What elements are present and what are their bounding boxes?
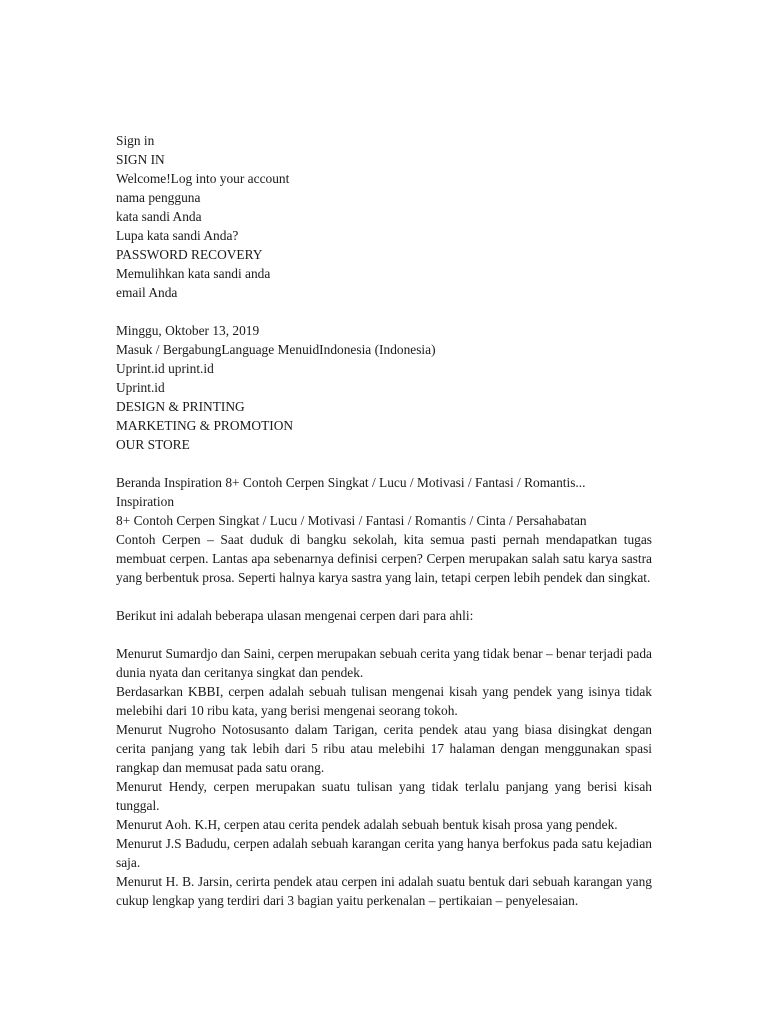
email-field-label: email Anda [116, 285, 178, 300]
spacer [116, 302, 652, 321]
definition-item: Menurut J.S Badudu, cerpen adalah sebuah karangan cerita yang hanya berfokus pada satu kejadian saja. [116, 836, 652, 870]
spacer [116, 454, 652, 473]
password-recovery-heading: PASSWORD RECOVERY [116, 247, 263, 262]
definition-item: Menurut Aoh. K.H, cerpen atau cerita pendek adalah sebuah bentuk kisah prosa yang pendek. [116, 817, 618, 832]
password-field-label: kata sandi Anda [116, 209, 202, 224]
article-title: 8+ Contoh Cerpen Singkat / Lucu / Motivasi / Fantasi / Romantis / Cinta / Persahabatan [116, 513, 587, 528]
definition-item: Berdasarkan KBBI, cerpen adalah sebuah tulisan mengenai kisah yang pendek yang isinya tidak melebihi dari 10 ribu kata, yang berisi mengenai seorang tokoh. [116, 684, 652, 718]
article-lead: Berikut ini adalah beberapa ulasan mengenai cerpen dari para ahli: [116, 608, 474, 623]
login-language-bar[interactable]: Masuk / BergabungLanguage MenuidIndonesia (Indonesia) [116, 342, 436, 357]
forgot-password-link[interactable]: Lupa kata sandi Anda? [116, 228, 239, 243]
article-category[interactable]: Inspiration [116, 494, 175, 509]
document-page [116, 131, 652, 910]
welcome-text: Welcome!Log into your account [116, 171, 290, 186]
site-logo-text[interactable]: Uprint.id uprint.id [116, 361, 214, 376]
nav-our-store[interactable]: OUR STORE [116, 437, 190, 452]
breadcrumb[interactable]: Beranda Inspiration 8+ Contoh Cerpen Singkat / Lucu / Motivasi / Fantasi / Romantis... [116, 475, 586, 490]
definition-item: Menurut Sumardjo dan Saini, cerpen merupakan sebuah cerita yang tidak benar – benar terjadi pada dunia nyata dan ceritanya singkat dan pendek. [116, 646, 652, 680]
nav-design-printing[interactable]: DESIGN & PRINTING [116, 399, 245, 414]
spacer [116, 625, 652, 644]
site-name[interactable]: Uprint.id [116, 380, 165, 395]
recovery-instruction: Memulihkan kata sandi anda [116, 266, 271, 281]
nav-marketing-promotion[interactable]: MARKETING & PROMOTION [116, 418, 294, 433]
date-text: Minggu, Oktober 13, 2019 [116, 323, 260, 338]
definition-item: Menurut H. B. Jarsin, cerirta pendek atau cerpen ini adalah suatu bentuk dari sebuah karangan yang cukup lengkap yang terdiri dari 3 bagian yaitu perkenalan – pertikaian – penyelesaian. [116, 874, 652, 908]
sign-in-heading: SIGN IN [116, 152, 165, 167]
article-intro: Contoh Cerpen – Saat duduk di bangku sekolah, kita semua pasti pernah mendapatkan tugas membuat cerpen. Lantas apa sebenarnya definisi cerpen? Cerpen merupakan salah satu karya sastra yang berbentuk prosa. Seperti halnya karya sastra yang lain, tetapi cerpen lebih pendek dan singkat. [116, 532, 652, 585]
spacer [116, 587, 652, 606]
sign-in-link[interactable]: Sign in [116, 133, 155, 148]
definition-item: Menurut Hendy, cerpen merupakan suatu tulisan yang tidak terlalu panjang yang berisi kisah tunggal. [116, 779, 652, 813]
username-field-label: nama pengguna [116, 190, 201, 205]
definition-item: Menurut Nugroho Notosusanto dalam Tarigan, cerita pendek atau yang biasa disingkat dengan cerita panjang yang tak lebih dari 5 ribu atau melebihi 17 halaman dengan menggunakan spasi rangkap dan memusat pada satu orang. [116, 722, 652, 775]
